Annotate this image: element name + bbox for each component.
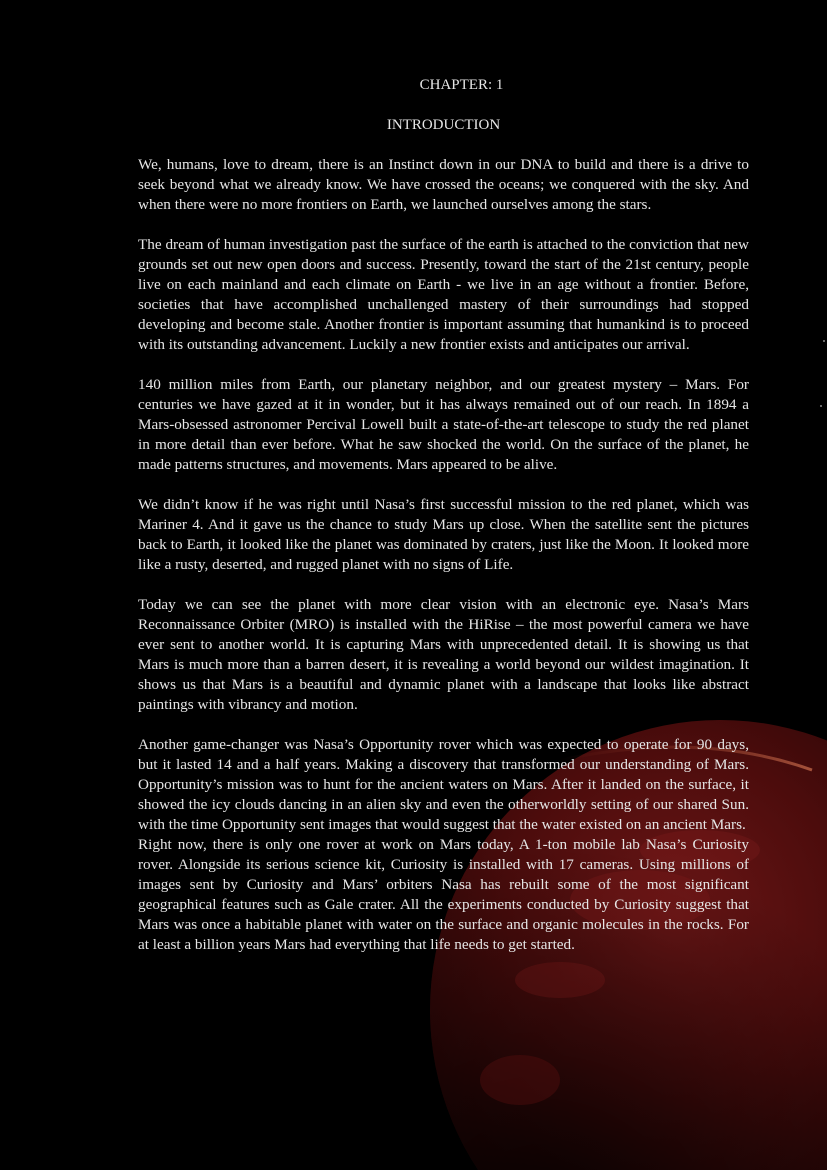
chapter-label: CHAPTER: 1 bbox=[419, 77, 504, 93]
paragraph: 140 million miles from Earth, our planetary neighbor, and our greatest mystery – Mars. For centuries we have gazed at it in wonder, but it has always remained out of our reach. In 1894 a Mars-obsessed astronomer Percival Lowell built a state-of-the-art telescope to study the red planet in more detail than ever before. What he saw shocked the world. On the surface of the planet, he made patterns structures, and movements. Mars appeared to be alive. bbox=[138, 376, 749, 473]
paragraph: Right now, there is only one rover at work on Mars today, A 1-ton mobile lab Nasa’s Curiosity rover. Alongside its serious science kit, Curiosity is installed with 17 cameras. Using millions of images sent by Curiosity and Mars’ orbiters Nasa has rebuilt some of the most significant geographical features such as Gale crater. All the experiments conducted by Curiosity suggest that Mars was once a habitable planet with water on the surface and organic molecules in the rocks. For at least a billion years Mars had everything that life needs to get started. bbox=[138, 836, 749, 953]
star-decoration bbox=[820, 405, 822, 407]
section-heading: INTRODUCTION bbox=[386, 117, 501, 133]
document-body bbox=[138, 75, 749, 975]
paragraph: Another game-changer was Nasa’s Opportunity rover which was expected to operate for 90 days, but it lasted 14 and a half years. Making a discovery that transformed our understanding of Mars. Opportunity’s mission was to hunt for the ancient waters on Mars. After it landed on the surface, it showed the icy clouds dancing in an alien sky and even the otherworldly setting of our shared Sun. with the time Opportunity sent images that would suggest that the water existed on an ancient Mars. bbox=[138, 736, 749, 833]
paragraph: Today we can see the planet with more clear vision with an electronic eye. Nasa’s Mars Reconnaissance Orbiter (MRO) is installed with the HiRise – the most powerful camera we have ever sent to another world. It is capturing Mars with unprecedented detail. It is showing us that Mars is much more than a barren desert, it is revealing a world beyond our wildest imagination. It shows us that Mars is a beautiful and dynamic planet with a landscape that looks like abstract paintings with vibrancy and motion. bbox=[138, 596, 749, 713]
paragraph: We, humans, love to dream, there is an Instinct down in our DNA to build and there is a drive to seek beyond what we already know. We have crossed the oceans; we conquered with the sky. And when there were no more frontiers on Earth, we launched ourselves among the stars. bbox=[138, 156, 749, 213]
star-decoration bbox=[823, 340, 825, 342]
paragraph: We didn’t know if he was right until Nasa’s first successful mission to the red planet, which was Mariner 4. And it gave us the chance to study Mars up close. When the satellite sent the pictures back to Earth, it looked like the planet was dominated by craters, just like the Moon. It looked more like a rusty, deserted, and rugged planet with no signs of Life. bbox=[138, 496, 749, 573]
paragraph: The dream of human investigation past the surface of the earth is attached to the conviction that new grounds set out new open doors and success. Presently, toward the start of the 21st century, people live on each mainland and each climate on Earth - we live in an age without a frontier. Before, societies that have accomplished unchallenged mastery of their surroundings had stopped developing and become stale. Another frontier is important assuming that humankind is to proceed with its outstanding advancement. Luckily a new frontier exists and anticipates our arrival. bbox=[138, 236, 749, 353]
